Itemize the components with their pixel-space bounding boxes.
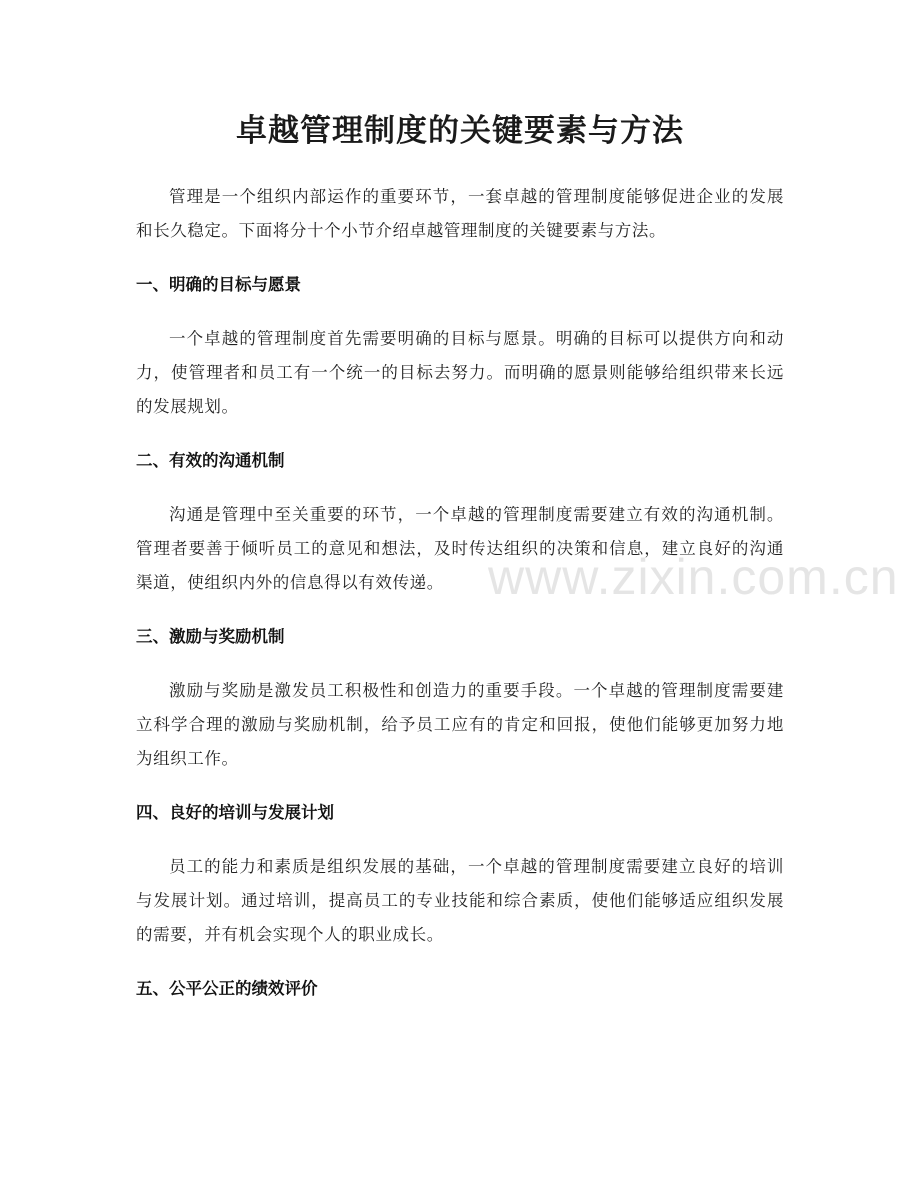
spacer — [136, 952, 784, 972]
spacer — [136, 478, 784, 498]
spacer — [136, 424, 784, 444]
section-heading-2: 二、有效的沟通机制 — [136, 451, 285, 470]
spacer — [136, 302, 784, 322]
spacer — [136, 830, 784, 850]
watermark: www.zixin.com.cn — [488, 549, 899, 605]
section-heading-1: 一、明确的目标与愿景 — [136, 275, 301, 294]
document-title: 卓越管理制度的关键要素与方法 — [236, 113, 684, 149]
section-body-1: 一个卓越的管理制度首先需要明确的目标与愿景。明确的目标可以提供方向和动力，使管理者和员工有一个统一的目标去努力。而明确的愿景则能够给组织带来长远的发展规划。 — [136, 329, 784, 416]
spacer — [136, 248, 784, 268]
section-heading-4: 四、良好的培训与发展计划 — [136, 803, 334, 822]
section-heading-3: 三、激励与奖励机制 — [136, 627, 285, 646]
section-body-3: 激励与奖励是激发员工积极性和创造力的重要手段。一个卓越的管理制度需要建立科学合理的激励与奖励机制，给予员工应有的肯定和回报，使他们能够更加努力地为组织工作。 — [136, 681, 784, 768]
document-body — [136, 180, 784, 1006]
spacer — [136, 776, 784, 796]
section-body-2: 沟通是管理中至关重要的环节，一个卓越的管理制度需要建立有效的沟通机制。管理者要善于倾听员工的意见和想法，及时传达组织的决策和信息，建立良好的沟通渠道，使组织内外的信息得以有效传递。 — [136, 505, 784, 592]
spacer — [136, 654, 784, 674]
spacer — [136, 600, 784, 620]
intro-paragraph: 管理是一个组织内部运作的重要环节，一套卓越的管理制度能够促进企业的发展和长久稳定。下面将分十个小节介绍卓越管理制度的关键要素与方法。 — [136, 187, 784, 240]
section-heading-5: 五、公平公正的绩效评价 — [136, 979, 318, 998]
section-body-4: 员工的能力和素质是组织发展的基础，一个卓越的管理制度需要建立良好的培训与发展计划。通过培训，提高员工的专业技能和综合素质，使他们能够适应组织发展的需要，并有机会实现个人的职业成长。 — [136, 857, 784, 944]
